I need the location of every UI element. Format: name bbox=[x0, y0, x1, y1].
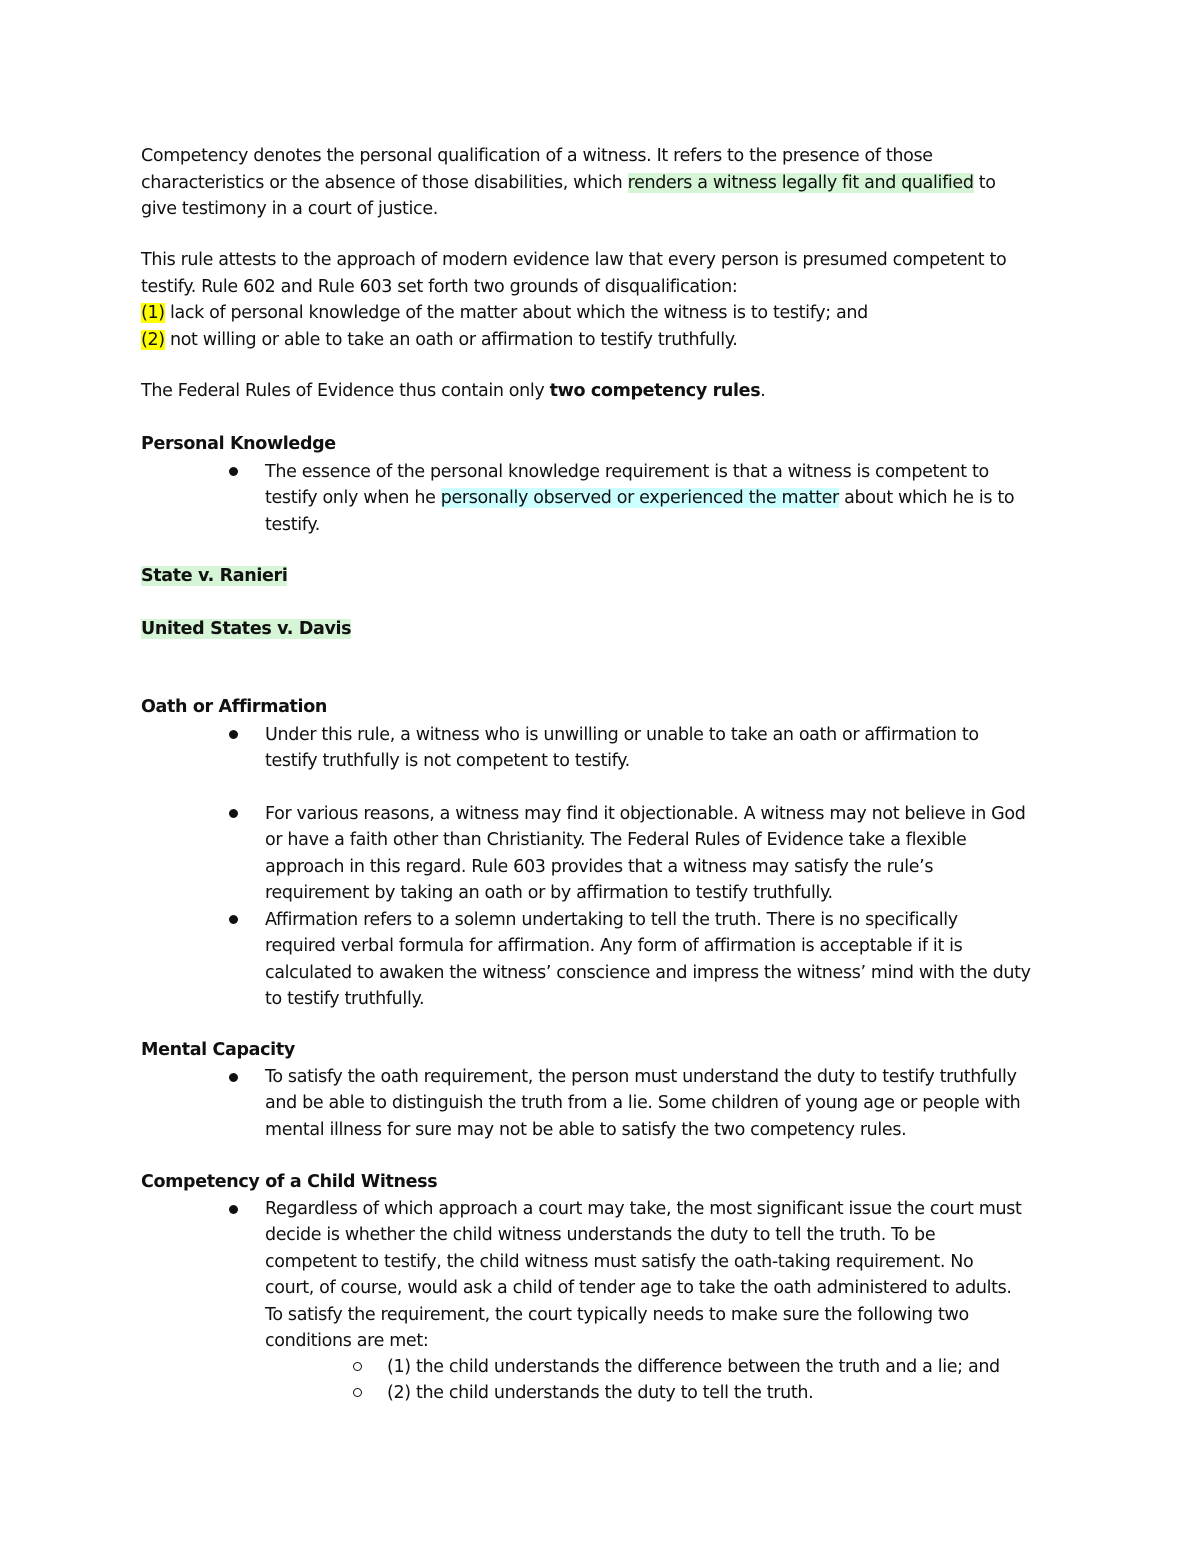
oath-b3-line-4: to testify truthfully. bbox=[265, 989, 425, 1010]
rule-line-2: testify. Rule 602 and Rule 603 set forth two grounds of disqualification: bbox=[141, 276, 738, 297]
pk-line-1: The essence of the personal knowledge requirement is that a witness is competent to bbox=[265, 462, 989, 482]
intro-text-to: to bbox=[973, 172, 996, 193]
child-line-3: competent to testify, the child witness must satisfy the oath-taking requirement. No bbox=[265, 1251, 974, 1272]
fre-bold: two competency rules bbox=[549, 381, 761, 401]
bullet-icon bbox=[229, 1073, 238, 1082]
case-name: State v. Ranieri bbox=[141, 566, 288, 586]
personal-knowledge-bullet bbox=[265, 459, 1065, 538]
bullet-icon bbox=[229, 809, 238, 818]
mental-line-3: mental illness for sure may not be able to satisfy the two competency rules. bbox=[265, 1119, 907, 1140]
child-line-5: To satisfy the requirement, the court typically needs to make sure the following two bbox=[265, 1304, 969, 1325]
oath-bullet-3 bbox=[265, 907, 1065, 1013]
child-line-1: Regardless of which approach a court may take, the most significant issue the court must bbox=[265, 1199, 1022, 1219]
bullet-icon bbox=[229, 1205, 238, 1214]
fre-period: . bbox=[760, 381, 766, 401]
rule-paragraph bbox=[141, 247, 1071, 353]
heading-child-witness: Competency of a Child Witness bbox=[141, 1172, 438, 1192]
oath-b1-line-2: testify truthfully is not competent to testify. bbox=[265, 751, 630, 772]
child-condition-2: (2) the child understands the duty to tell the truth. bbox=[387, 1383, 814, 1403]
ground-1-text: lack of personal knowledge of the matter about which the witness is to testify; and bbox=[164, 303, 868, 323]
child-line-6: conditions are met: bbox=[265, 1331, 429, 1352]
oath-b2-line-2: or have a faith other than Christianity. The Federal Rules of Evidence take a flexible bbox=[265, 830, 967, 851]
child-line-4: court, of course, would ask a child of tender age to take the oath administered to adults. bbox=[265, 1278, 1012, 1299]
oath-b1-line-1: Under this rule, a witness who is unwilling or unable to take an oath or affirmation to bbox=[265, 725, 979, 745]
heading-oath-affirmation: Oath or Affirmation bbox=[141, 697, 327, 717]
case-name: United States v. Davis bbox=[141, 619, 352, 639]
mental-bullet bbox=[265, 1064, 1065, 1143]
oath-b2-line-1: For various reasons, a witness may find it objectionable. A witness may not believe in God bbox=[265, 804, 1026, 824]
pk-text: testify only when he bbox=[265, 488, 441, 509]
intro-paragraph bbox=[141, 143, 1071, 223]
mental-line-2: and be able to distinguish the truth from a lie. Some children of young age or people with bbox=[265, 1093, 1021, 1114]
oath-b3-line-1: Affirmation refers to a solemn undertaking to tell the truth. There is no specifically bbox=[265, 910, 958, 930]
case-state-v-ranieri bbox=[141, 563, 287, 590]
intro-line-1: Competency denotes the personal qualification of a witness. It refers to the presence of those bbox=[141, 146, 933, 166]
ground-2 bbox=[141, 327, 1071, 354]
pk-line-2 bbox=[265, 485, 1065, 511]
intro-line-3: give testimony in a court of justice. bbox=[141, 199, 438, 219]
oath-bullet-1 bbox=[265, 722, 1065, 775]
mental-line-1: To satisfy the oath requirement, the person must understand the duty to testify truthfully bbox=[265, 1067, 1017, 1087]
rule-line-1: This rule attests to the approach of modern evidence law that every person is presumed competent to bbox=[141, 250, 1007, 270]
child-condition-1: (1) the child understands the difference between the truth and a lie; and bbox=[387, 1357, 1000, 1377]
bullet-icon bbox=[229, 730, 238, 739]
ground-2-number: (2) bbox=[141, 329, 165, 350]
oath-b2-line-4: requirement by taking an oath or by affirmation to testify truthfully. bbox=[265, 883, 833, 904]
fre-text: The Federal Rules of Evidence thus contain only bbox=[141, 381, 550, 401]
intro-line-2 bbox=[141, 170, 1071, 197]
pk-line-3: testify. bbox=[265, 514, 320, 535]
ground-1 bbox=[141, 300, 1071, 327]
ground-1-number: (1) bbox=[141, 303, 165, 323]
sub-bullet-icon bbox=[353, 1388, 362, 1397]
oath-b2-line-3: approach in this regard. Rule 603 provides that a witness may satisfy the rule’s bbox=[265, 856, 934, 877]
oath-b3-line-3: calculated to awaken the witness’ conscience and impress the witness’ mind with the duty bbox=[265, 962, 1031, 983]
bullet-icon bbox=[229, 915, 238, 924]
ground-2-text: not willing or able to take an oath or affirmation to testify truthfully. bbox=[164, 329, 738, 350]
heading-personal-knowledge: Personal Knowledge bbox=[141, 434, 336, 454]
intro-text: characteristics or the absence of those disabilities, which bbox=[141, 172, 628, 193]
heading-mental-capacity: Mental Capacity bbox=[141, 1040, 295, 1060]
case-us-v-davis bbox=[141, 616, 351, 643]
child-bullet bbox=[265, 1196, 1065, 1354]
oath-bullet-2 bbox=[265, 801, 1065, 907]
child-line-2: decide is whether the child witness understands the duty to tell the truth. To be bbox=[265, 1225, 936, 1246]
highlight-legally-fit: renders a witness legally fit and qualified bbox=[627, 172, 974, 193]
highlight-personally-observed: personally observed or experienced the matter bbox=[440, 488, 839, 509]
bullet-icon bbox=[229, 467, 238, 476]
pk-text-after: about which he is to bbox=[838, 488, 1015, 509]
sub-bullet-icon bbox=[353, 1362, 362, 1371]
oath-b3-line-2: required verbal formula for affirmation. Any form of affirmation is acceptable if it is bbox=[265, 936, 963, 957]
fre-paragraph bbox=[141, 378, 1071, 405]
